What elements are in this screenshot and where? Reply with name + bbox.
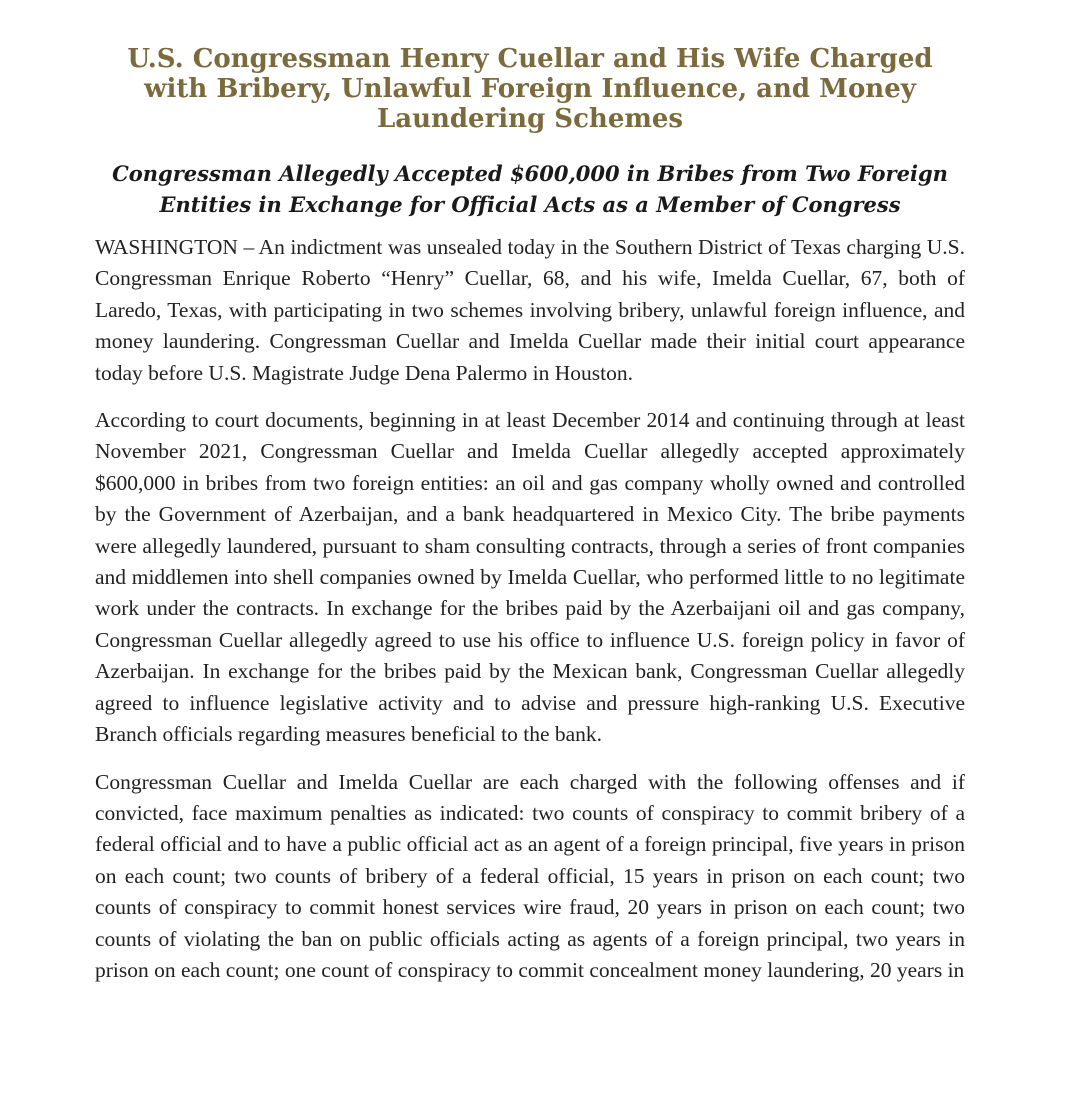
article-title: U.S. Congressman Henry Cuellar and His Wife Charged with Bribery, Unlawful Foreign Influence, and Money Laundering Schemes [127,44,933,134]
article-body [95,44,965,1002]
paragraph-intro: WASHINGTON – An indictment was unsealed today in the Southern District of Texas charging U.S. Congressman Enrique Roberto “Henry” Cuellar, 68, and his wife, Imelda Cuellar, 67, both of Laredo, Texas, with participating in two schemes involving bribery, unlawful foreign influence, and money laundering. Congressman Cuellar and Imelda Cuellar made their initial court appearance today before U.S. Magistrate Judge Dena Palermo in Houston. [95,235,965,385]
paragraph-charges: Congressman Cuellar and Imelda Cuellar are each charged with the following offenses and if convicted, face maximum penalties as indicated: two counts of conspiracy to commit bribery of a federal official and to have a public official act as an agent of a foreign principal, five years in prison on each count; two counts of bribery of a federal official, 15 years in prison on each count; two counts of conspiracy to commit honest services wire fraud, 20 years in prison on each count; two counts of violating the ban on public officials acting as agents of a foreign principal, two years in prison on each count; one count of conspiracy to commit concealment money laundering, 20 years in [95,769,965,982]
paragraph-allegations: According to court documents, beginning in at least December 2014 and continuing through at least November 2021, Congressman Cuellar and Imelda Cuellar allegedly accepted approximately $600,000 in bribes from two foreign entities: an oil and gas company wholly owned and controlled by the Government of Azerbaijan, and a bank headquartered in Mexico City. The bribe payments were allegedly laundered, pursuant to sham consulting contracts, through a series of front companies and middlemen into shell companies owned by Imelda Cuellar, who performed little to no legitimate work under the contracts. In exchange for the bribes paid by the Azerbaijani oil and gas company, Congressman Cuellar allegedly agreed to use his office to influence U.S. foreign policy in favor of Azerbaijan. In exchange for the bribes paid by the Mexican bank, Congressman Cuellar allegedly agreed to influence legislative activity and to advise and pressure high-ranking U.S. Executive Branch officials regarding measures beneficial to the bank. [95,408,965,747]
bottom-fade [0,1080,1068,1120]
article-subtitle: Congressman Allegedly Accepted $600,000 in Bribes from Two Foreign Entities in Exchange for Official Acts as a Member of Congress [112,161,948,217]
